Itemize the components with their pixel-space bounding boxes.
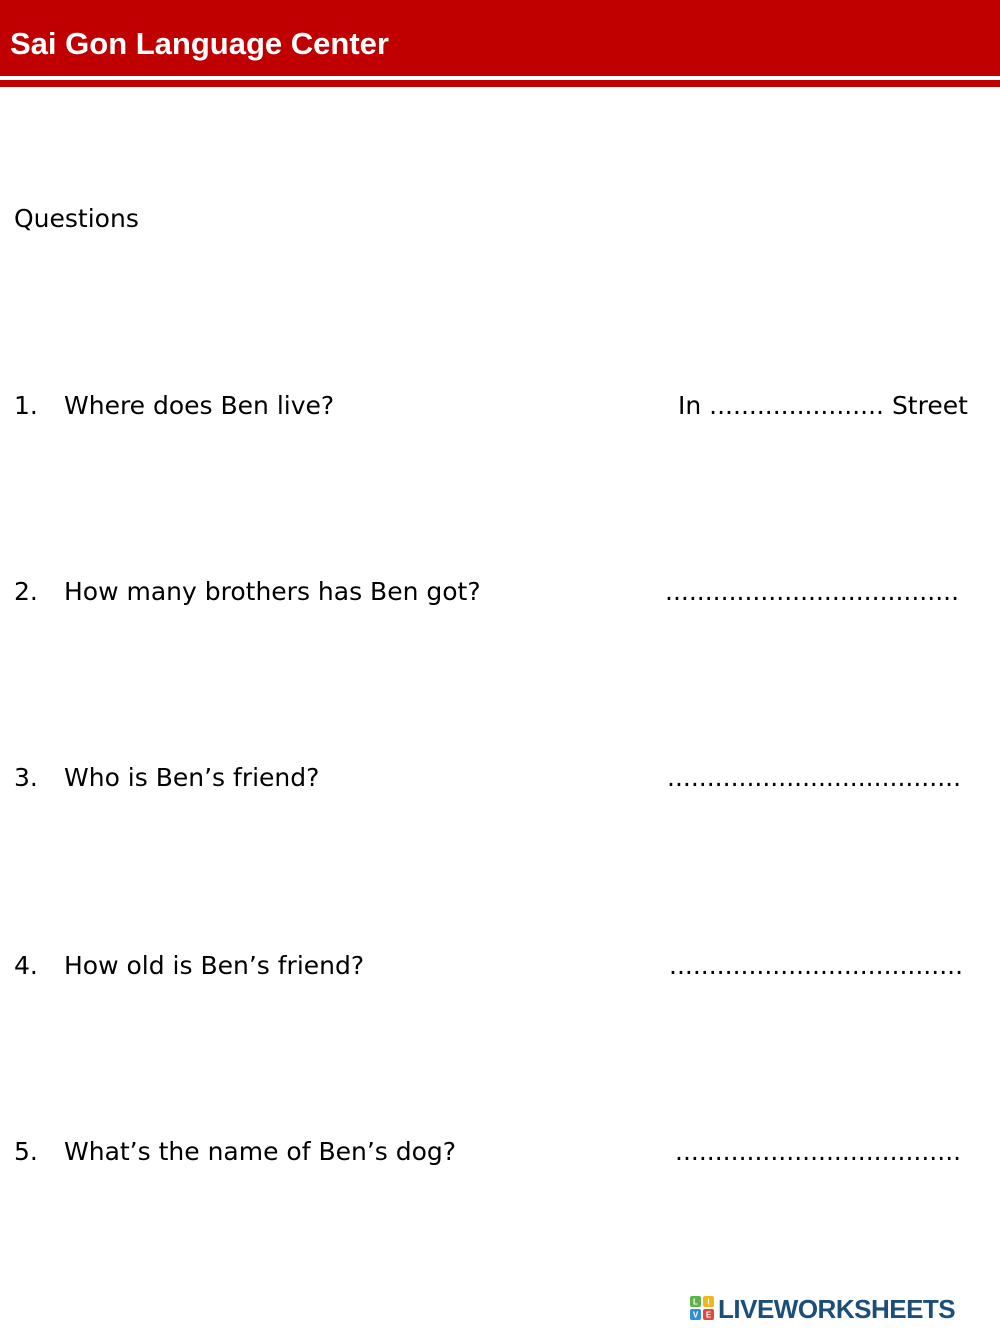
answer-blank[interactable]: ..................................... bbox=[669, 951, 964, 980]
question-row-4 bbox=[0, 946, 1000, 986]
question-row-2 bbox=[0, 572, 1000, 612]
svg-text:I: I bbox=[707, 1297, 710, 1307]
question-row-3 bbox=[0, 758, 1000, 798]
question-text: Where does Ben live? bbox=[64, 391, 335, 420]
question-text: Who is Ben’s friend? bbox=[64, 763, 320, 792]
section-title: Questions bbox=[14, 204, 139, 233]
liveworksheets-watermark bbox=[690, 1292, 990, 1326]
question-number: 5. bbox=[14, 1137, 38, 1166]
question-number: 3. bbox=[14, 763, 38, 792]
header-bar bbox=[0, 0, 1000, 76]
answer-blank[interactable]: In ...................... Street bbox=[678, 391, 968, 420]
question-number: 4. bbox=[14, 951, 38, 980]
svg-text:V: V bbox=[692, 1310, 699, 1320]
header-title: Sai Gon Language Center bbox=[10, 26, 389, 61]
svg-text:L: L bbox=[693, 1297, 698, 1307]
question-row-5 bbox=[0, 1132, 1000, 1172]
watermark-text: LIVEWORKSHEETS bbox=[718, 1294, 956, 1324]
answer-blank[interactable]: .................................... bbox=[675, 1137, 962, 1166]
header-divider bbox=[0, 80, 1000, 87]
question-text: How old is Ben’s friend? bbox=[64, 951, 365, 980]
answer-blank[interactable]: ..................................... bbox=[667, 763, 962, 792]
question-text: What’s the name of Ben’s dog? bbox=[64, 1137, 457, 1166]
svg-text:E: E bbox=[705, 1310, 712, 1320]
liveworksheets-logo-icon bbox=[690, 1296, 714, 1320]
question-row-1 bbox=[0, 386, 1000, 426]
answer-blank[interactable]: ..................................... bbox=[665, 577, 960, 606]
question-number: 1. bbox=[14, 391, 38, 420]
question-number: 2. bbox=[14, 577, 38, 606]
question-text: How many brothers has Ben got? bbox=[64, 577, 481, 606]
